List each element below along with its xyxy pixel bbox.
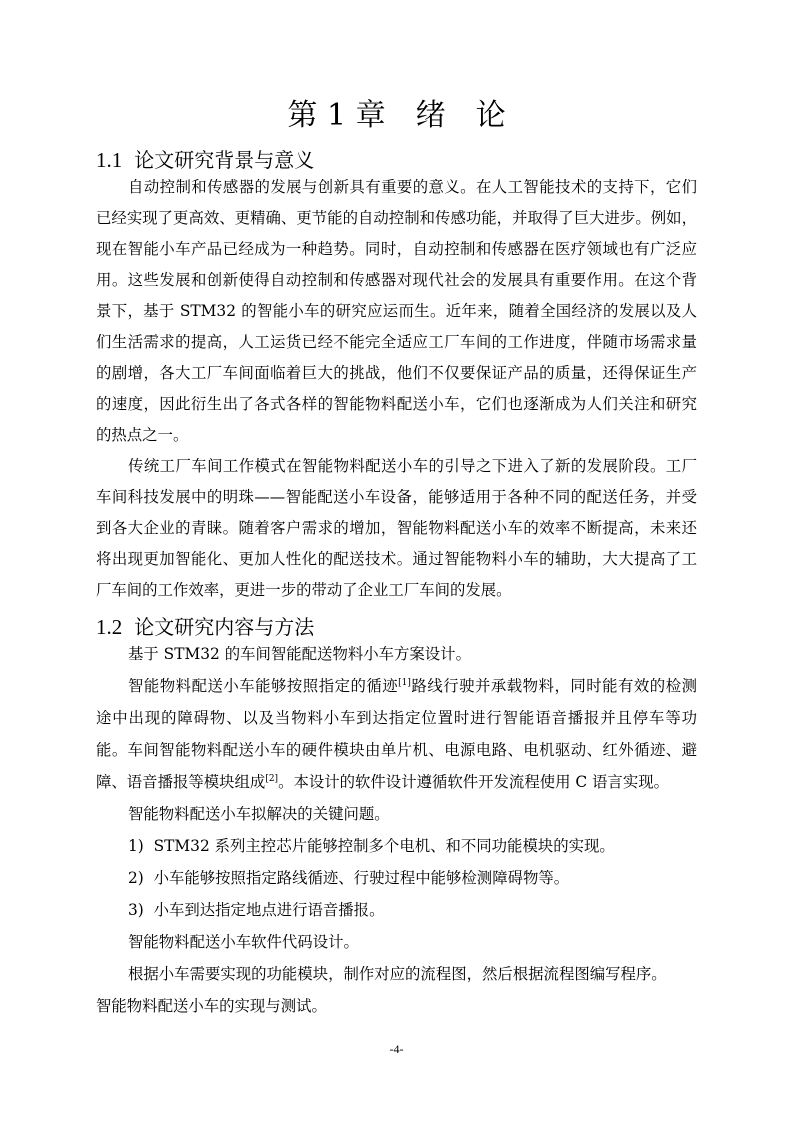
paragraph-line: 途中出现的障碍物、以及当物料小车到达指定位置时进行智能语音播报并且停车等功 [96,709,697,727]
section-heading-1-2 [96,614,314,640]
intro-line: 基于 STM32 的车间智能配送物料小车方案设计。 [128,645,471,663]
paragraph-line: 智能物料配送小车的实现与测试。 [96,997,327,1015]
list-text: STM32 系列主控芯片能够控制多个电机、和不同功能模块的实现。 [153,837,615,855]
paragraph-line [96,772,669,792]
paragraph-line: 厂车间的工作效率，更进一步的带动了企业工厂车间的发展。 [96,581,512,599]
list-number: 3) [128,901,144,919]
section-heading-1-1 [96,147,314,173]
paragraph-line: 的热点之一。 [96,426,189,444]
section-title: 论文研究背景与意义 [134,148,315,172]
paragraph-line: 用。这些发展和创新使得自动控制和传感器对现代社会的发展具有重要作用。在这个背 [96,271,697,289]
paragraph-line: 自动控制和传感器的发展与创新具有重要的意义。在人工智能技术的支持下，它们 [128,178,697,196]
paragraph-line: 到各大企业的青睐。随着客户需求的增加，智能物料配送小车的效率不断提高，未来还 [96,519,697,537]
list-item [128,868,569,888]
text-run: 路线行驶并承载物料，同时能有效的检测 [410,677,697,695]
paragraph-line: 现在智能小车产品已经成为一种趋势。同时，自动控制和传感器在医疗领域也有广泛应 [96,240,697,258]
list-text: 小车能够按照指定路线循迹、行驶过程中能够检测障碍物等。 [153,869,570,887]
page-number: -4- [389,1042,404,1056]
key-problems-heading: 智能物料配送小车拟解决的关键问题。 [128,805,390,823]
section-number: 1.2 [96,615,123,639]
text-run: 障、语音播报等模块组成 [96,773,266,791]
paragraph-line: 车间科技发展中的明珠——智能配送小车设备，能够适用于各种不同的配送任务，并受 [96,488,697,506]
paragraph-line: 们生活需求的提高，人工运货已经不能完全适应工厂车间的工作进度，伴随市场需求量 [96,333,697,351]
paragraph-line: 将出现更加智能化、更加人性化的配送技术。通过智能物料小车的辅助，大大提高了工 [96,550,697,568]
citation-ref: [1] [398,678,411,688]
list-item [128,900,384,920]
paragraph-line: 的速度，因此衍生出了各式各样的智能物料配送小车，它们也逐渐成为人们关注和研究 [96,395,697,413]
chapter-title: 第 1 章 绪 论 [287,98,506,133]
paragraph-line: 景下，基于 STM32 的智能小车的研究应运而生。近年来，随着全国经济的发展以及人 [96,302,697,320]
section-title: 论文研究内容与方法 [134,615,315,639]
list-number: 2) [128,869,144,887]
list-item [128,836,615,856]
text-run: 。本设计的软件设计遵循软件开发流程使用 C 语言实现。 [278,773,669,791]
paragraph-line: 传统工厂车间工作模式在智能物料配送小车的引导之下进入了新的发展阶段。工厂 [128,457,697,475]
section-number: 1.1 [96,148,123,172]
citation-ref: [2] [265,774,279,784]
paragraph-line: 能。车间智能物料配送小车的硬件模块由单片机、电源电路、电机驱动、红外循迹、避 [96,741,697,759]
list-number: 1) [128,837,144,855]
paragraph-line: 已经实现了更高效、更精确、更节能的自动控制和传感功能，并取得了巨大进步。例如， [96,209,697,227]
list-text: 小车到达指定地点进行语音播报。 [153,901,385,919]
paragraph-line: 的剧增，各大工厂车间面临着巨大的挑战，他们不仅要保证产品的质量，还得保证生产 [96,364,697,382]
text-run: 智能物料配送小车能够按照指定的循迹 [128,677,399,695]
software-heading: 智能物料配送小车软件代码设计。 [128,933,359,951]
paragraph-line [128,676,697,696]
paragraph-line: 根据小车需要实现的功能模块，制作对应的流程图，然后根据流程图编写程序。 [128,965,667,983]
